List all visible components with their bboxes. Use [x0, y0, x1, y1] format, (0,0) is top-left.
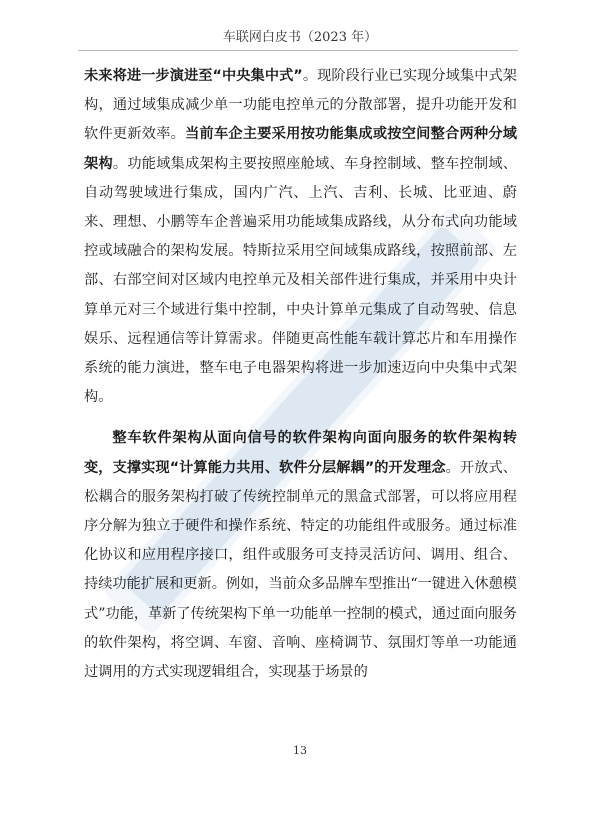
text-run: 。功能域集成架构主要按照座舱域、车身控制域、整车控制域、自动驾驶域进行集成，国内广汽、上汽、吉利、长城、比亚迪、蔚来、理想、小鹏等车企普遍采用功能域集成路线，从分布式向功能域控或域融合的架构发展。特斯拉采用空间域集成路线，按照前部、左部、右部空间对区域内电控单元及相关部件进行集成，并采用中央计算单元对三个域进行集中控制，中央计算单元集成了自动驾驶、信息娱乐、远程通信等计算需求。伴随更高性能车载计算芯片和车用操作系统的能力演进，整车电子电器架构将进一步加速迈向中央集中式架构。 — [84, 155, 517, 406]
text-run: 。开放式、松耦合的服务架构打破了传统控制单元的黑盒式部署，可以将应用程序分解为独立于硬件和操作系统、特定的功能组件或服务。通过标准化协议和应用程序接口，组件或服务可支持灵活访问、调用、组合、持续功能扩展和更新。例如，当前众多品牌车型推出“一键进入休憩模式”功能，革新了传统架构下单一功能单一控制的模式，通过面向服务的软件架构，将空调、车窗、音响、座椅调节、氛围灯等单一功能通过调用的方式实现逻辑组合，实现基于场景的 — [84, 459, 517, 681]
paragraph — [84, 62, 517, 412]
bold-text-run: 未来将进一步演进至“中央集中式” — [84, 68, 303, 84]
bold-text-run: 整车软件架构从面向信号的软件架构向面向服务的软件架构转变，支撑实现“计算能力共用、软件分层解耦”的开发理念 — [84, 430, 517, 476]
document-body — [84, 62, 517, 687]
page-number: 13 — [293, 744, 307, 757]
text-run: 。现阶段行业已实现分域集中式架构，通过域集成减少单一功能电控单元的分散部署，提升功能开发和软件更新效率。 — [84, 68, 517, 143]
paragraph — [84, 424, 517, 687]
page-header: 车联网白皮书（2023 年） — [222, 30, 378, 45]
header-divider — [78, 50, 518, 51]
bold-text-run: 当前车企主要采用按功能集成或按空间整合两种分域架构 — [84, 126, 517, 172]
